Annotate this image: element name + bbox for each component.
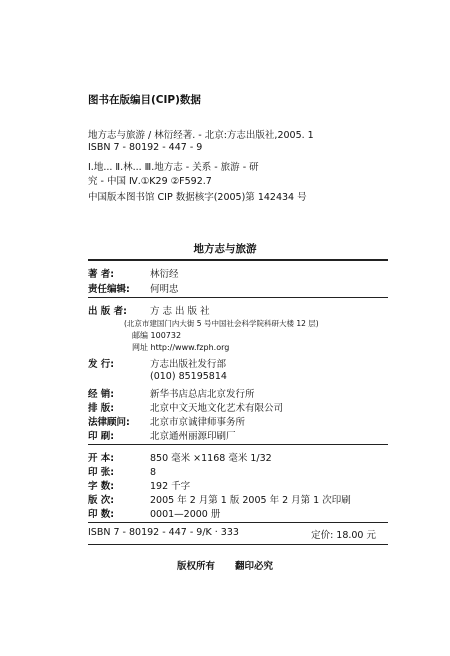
no-reprint: 翻印必究	[235, 561, 274, 572]
isbn-full: ISBN 7 - 80192 - 447 - 9/K · 333	[88, 527, 239, 538]
author-label: 著 者:	[88, 269, 115, 280]
divider-credits	[88, 297, 388, 298]
words-value: 192 千字	[150, 481, 191, 492]
publisher-label: 出 版 者:	[88, 306, 127, 317]
dealer-row	[88, 386, 255, 400]
price: 定价: 18.00 元	[311, 530, 376, 541]
cip-subject-line: Ⅰ.地... Ⅱ.林... Ⅲ.地方志 - 关系 - 旅游 - 研	[88, 162, 259, 173]
format-row	[88, 450, 272, 464]
book-title: 地方志与旅游	[193, 243, 257, 255]
cip-title-line: 地方志与旅游 / 林衍经著. - 北京:方志出版社,2005. 1	[88, 130, 314, 141]
rights-reserved: 版权所有	[176, 561, 215, 572]
sheets-row	[88, 464, 156, 478]
sheets-label: 印 张:	[88, 467, 115, 478]
edition-value: 2005 年 2 月第 1 版 2005 年 2 月第 1 次印刷	[150, 495, 351, 506]
sheets-value: 8	[150, 467, 157, 478]
run-row	[88, 506, 220, 520]
printer-value: 北京通州丽源印刷厂	[150, 431, 236, 442]
typeset-row	[88, 400, 283, 414]
publisher-row	[88, 303, 210, 317]
edition-row	[88, 492, 351, 506]
issue-row	[88, 356, 226, 370]
typeset-label: 排 版:	[88, 403, 115, 414]
legal-row	[88, 414, 245, 428]
edition-label: 版 次:	[88, 495, 115, 506]
printer-row	[88, 428, 236, 442]
divider-specs	[88, 522, 388, 523]
divider-isbn	[88, 544, 388, 545]
issue-phone: (010) 85195814	[150, 371, 227, 382]
words-label: 字 数:	[88, 481, 115, 492]
issue-label: 发 行:	[88, 359, 115, 370]
divider-title	[88, 259, 388, 261]
divider-distribution	[88, 444, 388, 445]
format-label: 开 本:	[88, 453, 115, 464]
run-value: 0001—2000 册	[150, 509, 221, 520]
cip-isbn-line: ISBN 7 - 80192 - 447 - 9	[88, 142, 203, 153]
editor-row	[88, 281, 179, 295]
typeset-value: 北京中文天地文化艺术有限公司	[150, 403, 284, 414]
cip-record-number: 中国版本图书馆 CIP 数据核字(2005)第 142434 号	[88, 192, 307, 203]
publisher-website: 网址 http://www.fzph.org	[132, 343, 230, 352]
rights-notice	[0, 558, 450, 572]
editor-value: 何明忠	[150, 284, 179, 295]
dealer-label: 经 销:	[88, 389, 115, 400]
dealer-value: 新华书店总店北京发行所	[150, 389, 255, 400]
format-value: 850 毫米 ×1168 毫米 1/32	[150, 453, 272, 464]
author-value: 林衍经	[150, 269, 179, 280]
legal-value: 北京市京诚律师事务所	[150, 417, 246, 428]
publisher-name: 方 志 出 版 社	[150, 306, 210, 317]
isbn-price-row	[88, 527, 388, 541]
publisher-postcode: 邮编 100732	[132, 331, 182, 340]
issue-value: 方志出版社发行部	[150, 359, 227, 370]
cip-classification-line: 究 - 中国 Ⅳ.①K29 ②F592.7	[88, 176, 212, 187]
editor-label: 责任编辑:	[88, 284, 130, 295]
cip-heading: 图书在版编目(CIP)数据	[88, 94, 201, 106]
author-row	[88, 266, 179, 280]
printer-label: 印 刷:	[88, 431, 115, 442]
publisher-address: (北京市建国门内大街 5 号中国社会科学院科研大楼 12 层)	[124, 319, 319, 328]
words-row	[88, 478, 190, 492]
run-label: 印 数:	[88, 509, 115, 520]
legal-label: 法律顾问:	[88, 417, 130, 428]
